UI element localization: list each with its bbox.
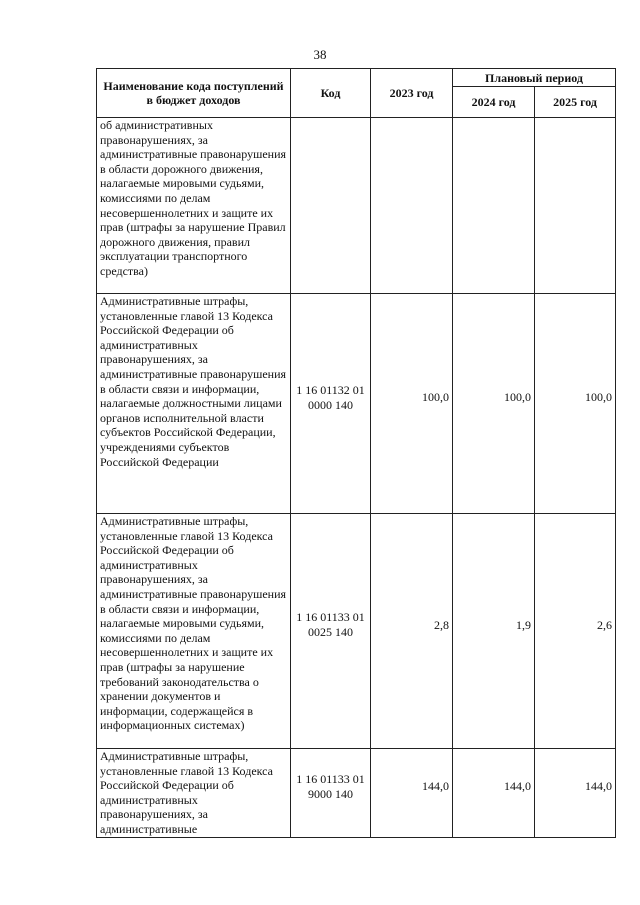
header-code: Код <box>291 69 371 118</box>
row-name: Административные штрафы, установленные главой 13 Кодекса Российской Федерации об административных правонарушениях, за административные правонарушения в области связи и информации, налагаемые мировыми судьями, комиссиями по делам несовершеннолетних и защите их прав (штрафы за нарушение требований законодательства о хранении документов и информации, содержащейся в информационных системах) <box>97 514 291 749</box>
row-value-2023 <box>371 118 453 294</box>
table-row <box>97 514 616 749</box>
revenue-table <box>96 68 616 838</box>
row-value-2025: 2,6 <box>535 514 616 749</box>
row-name: об административных правонарушениях, за административные правонарушения в области дорожного движения, налагаемые мировыми судьями, комиссиями по делам несовершеннолетних и защите их прав (штрафы за нарушение Правил дорожного движения, правил эксплуатации транспортного средства) <box>97 118 291 294</box>
row-value-2025 <box>535 118 616 294</box>
row-value-2024: 100,0 <box>453 294 535 514</box>
header-year-2025: 2025 год <box>535 87 616 118</box>
table-header-row <box>97 69 616 87</box>
table-row <box>97 118 616 294</box>
row-code: 1 16 01133 01 9000 140 <box>291 749 371 838</box>
table-row <box>97 749 616 838</box>
row-name: Административные штрафы, установленные главой 13 Кодекса Российской Федерации об административных правонарушениях, за административные правонарушения в области связи и информации, налагаемые должностными лицами органов исполнительной власти субъектов Российской Федерации, учреждениями субъектов Российской Федерации <box>97 294 291 514</box>
row-value-2023: 2,8 <box>371 514 453 749</box>
table-row <box>97 294 616 514</box>
row-value-2024 <box>453 118 535 294</box>
row-value-2024: 144,0 <box>453 749 535 838</box>
row-value-2025: 100,0 <box>535 294 616 514</box>
row-value-2024: 1,9 <box>453 514 535 749</box>
row-value-2023: 144,0 <box>371 749 453 838</box>
row-code <box>291 118 371 294</box>
header-name: Наименование кода поступлений в бюджет доходов <box>97 69 291 118</box>
page-number: 38 <box>313 47 327 62</box>
row-value-2025: 144,0 <box>535 749 616 838</box>
header-planned-period: Плановый период <box>453 69 616 87</box>
header-year-2024: 2024 год <box>453 87 535 118</box>
row-value-2023: 100,0 <box>371 294 453 514</box>
row-code: 1 16 01133 01 0025 140 <box>291 514 371 749</box>
row-name: Административные штрафы, установленные главой 13 Кодекса Российской Федерации об административных правонарушениях, за административные <box>97 749 291 838</box>
header-year-2023: 2023 год <box>371 69 453 118</box>
row-code: 1 16 01132 01 0000 140 <box>291 294 371 514</box>
